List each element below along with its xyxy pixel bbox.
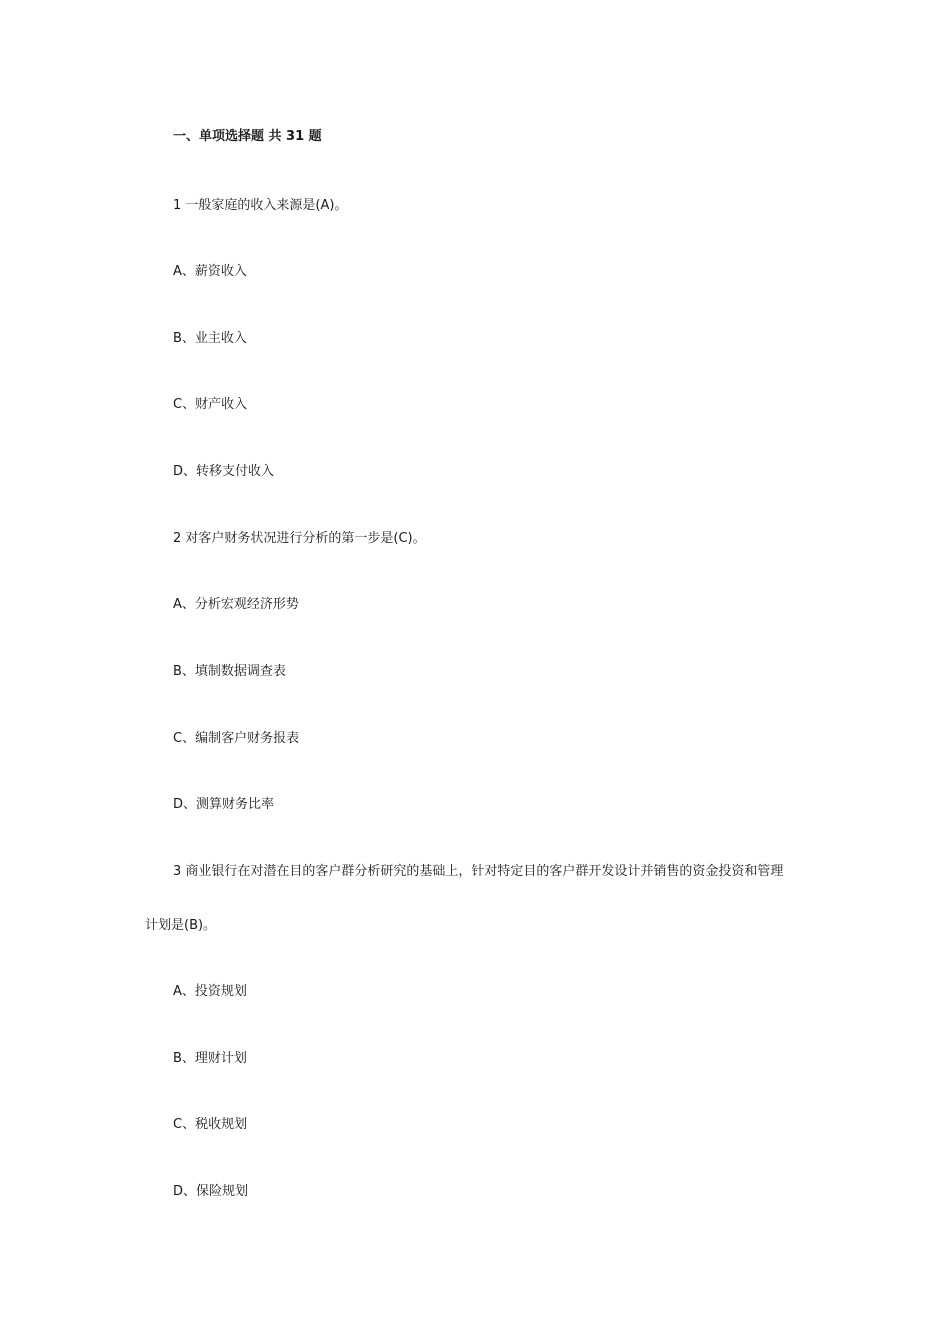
question-1-option-d: D、转移支付收入: [173, 464, 275, 479]
question-3-stem-line-2: 计划是(B)。: [145, 918, 217, 933]
question-1-stem: 1 一般家庭的收入来源是(A)。: [173, 198, 348, 213]
question-3-option-b: B、理财计划: [173, 1051, 247, 1066]
question-2-option-a: A、分析宏观经济形势: [173, 597, 299, 612]
question-2-option-c: C、编制客户财务报表: [173, 731, 300, 746]
question-2-option-b: B、填制数据调查表: [173, 664, 286, 679]
question-1-option-b: B、业主收入: [173, 331, 247, 346]
question-1-option-c: C、财产收入: [173, 397, 248, 412]
question-3-stem-line-1: 3 商业银行在对潜在目的客户群分析研究的基础上，针对特定目的客户群开发设计并销售的资金投资和管理: [173, 864, 784, 879]
question-3-option-d: D、保险规划: [173, 1184, 249, 1199]
question-1-option-a: A、薪资收入: [173, 264, 247, 279]
section-title: 一、单项选择题 共 31 题: [173, 129, 322, 144]
question-2-option-d: D、测算财务比率: [173, 797, 275, 812]
question-3-option-a: A、投资规划: [173, 984, 247, 999]
question-2-stem: 2 对客户财务状况进行分析的第一步是(C)。: [173, 531, 426, 546]
question-3-option-c: C、税收规划: [173, 1117, 248, 1132]
